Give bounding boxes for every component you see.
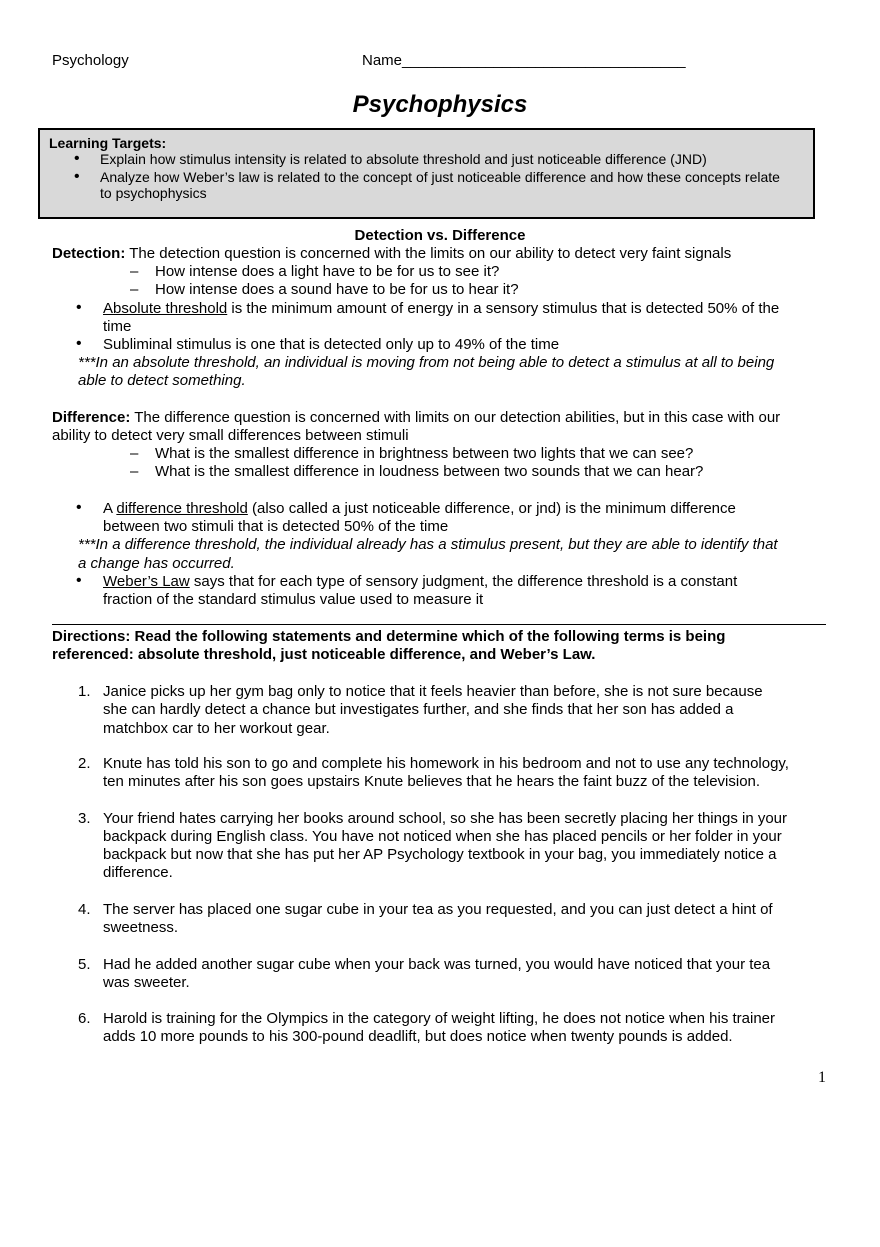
name-label: Name <box>362 52 403 69</box>
question-number: 5. <box>78 956 91 973</box>
question-2-line-2: ten minutes after his son goes upstairs Knute believes that he hears the faint buzz of the television. <box>103 773 761 790</box>
name-blank: __________________________________ <box>402 52 686 69</box>
detection-intro: Detection: The detection question is concerned with the limits on our ability to detect very faint signals <box>52 245 732 262</box>
question-4-line-1: The server has placed one sugar cube in your tea as you requested, and you can just detect a hint of <box>103 901 773 918</box>
difference-note-line-2: a change has occurred. <box>78 555 235 572</box>
question-1-line-3: matchbox car to her workout gear. <box>103 720 330 737</box>
dash-icon: – <box>130 463 139 480</box>
target-item-1: Explain how stimulus intensity is related to absolute threshold and just noticeable difference (JND) <box>100 151 707 167</box>
bullet-icon: • <box>76 335 82 352</box>
question-5-line-2: was sweeter. <box>103 974 190 991</box>
section-title: Detection vs. Difference <box>354 227 526 244</box>
question-6-line-2: adds 10 more pounds to his 300-pound deadlift, but does notice when twenty pounds is added. <box>103 1028 733 1045</box>
webers-law-def: Weber’s Law says that for each type of sensory judgment, the difference threshold is a constant <box>103 573 738 590</box>
directions-line-2: referenced: absolute threshold, just noticeable difference, and Weber’s Law. <box>52 646 596 663</box>
bullet-icon: • <box>76 299 82 316</box>
question-number: 3. <box>78 810 91 827</box>
subliminal-def: Subliminal stimulus is one that is detected only up to 49% of the time <box>103 336 560 353</box>
difference-intro-cont: ability to detect very small differences between stimuli <box>52 427 409 444</box>
webers-law-def-cont: fraction of the standard stimulus value used to measure it <box>103 591 484 608</box>
difference-note-line-1: ***In a difference threshold, the individual already has a stimulus present, but they are able to identify that <box>78 536 778 553</box>
difference-question-1: What is the smallest difference in brightness between two lights that we can see? <box>155 445 694 462</box>
absolute-threshold-def-cont: time <box>103 318 132 335</box>
directions-line-1: Directions: Read the following statements and determine which of the following terms is being <box>52 628 726 645</box>
page-title: Psychophysics <box>352 91 528 118</box>
detection-question-2: How intense does a sound have to be for us to hear it? <box>155 281 519 298</box>
question-5-line-1: Had he added another sugar cube when your back was turned, you would have noticed that your tea <box>103 956 771 973</box>
bullet-icon: • <box>76 572 82 589</box>
detection-question-1: How intense does a light have to be for us to see it? <box>155 263 500 280</box>
difference-question-2: What is the smallest difference in loudness between two sounds that we can hear? <box>155 463 704 480</box>
page-number: 1 <box>818 1069 826 1086</box>
question-number: 6. <box>78 1010 91 1027</box>
learning-targets-heading: Learning Targets: <box>49 135 167 151</box>
difference-threshold-def: A difference threshold (also called a just noticeable difference, or jnd) is the minimum difference <box>103 500 736 517</box>
question-1-line-2: she can hardly detect a chance but investigates further, and she finds that her son has added a <box>103 701 734 718</box>
absolute-threshold-term: Absolute threshold <box>103 300 228 317</box>
name-field <box>362 52 686 69</box>
question-3-line-4: difference. <box>103 864 173 881</box>
detection-label: Detection: <box>52 245 126 262</box>
question-6-line-1: Harold is training for the Olympics in the category of weight lifting, he does not notice when his trainer <box>103 1010 776 1027</box>
absolute-threshold-def: Absolute threshold is the minimum amount of energy in a sensory stimulus that is detected 50% of the <box>103 300 780 317</box>
question-4-line-2: sweetness. <box>103 919 179 936</box>
difference-label: Difference: <box>52 409 131 426</box>
dash-icon: – <box>130 281 139 298</box>
dash-icon: – <box>130 263 139 280</box>
question-2-line-1: Knute has told his son to go and complete his homework in his bedroom and not to use any technology, <box>103 755 789 772</box>
question-1-line-1: Janice picks up her gym bag only to notice that it feels heavier than before, she is not sure because <box>103 683 763 700</box>
difference-threshold-def-cont: between two stimuli that is detected 50% of the time <box>103 518 449 535</box>
target-item-2-line-2: to psychophysics <box>100 185 207 201</box>
question-number: 4. <box>78 901 91 918</box>
absolute-note-line-1: ***In an absolute threshold, an individual is moving from not being able to detect a stimulus at all to being <box>78 354 775 371</box>
difference-intro: Difference: The difference question is concerned with limits on our detection abilities, but in this case with our <box>52 409 781 426</box>
dash-icon: – <box>130 445 139 462</box>
question-3-line-1: Your friend hates carrying her books around school, so she has been secretly placing her things in your <box>103 810 788 827</box>
question-number: 1. <box>78 683 91 700</box>
question-3-line-3: backpack but now that she has put her AP Psychology textbook in your bag, you immediately notice a <box>103 846 777 863</box>
bullet-icon: • <box>74 168 80 185</box>
webers-law-term: Weber’s Law <box>103 573 190 590</box>
bullet-icon: • <box>76 499 82 516</box>
question-3-line-2: backpack during English class. You have not noticed when she has placed pencils or her folder in your <box>103 828 782 845</box>
question-number: 2. <box>78 755 91 772</box>
difference-threshold-term: difference threshold <box>116 500 248 517</box>
absolute-note-line-2: able to detect something. <box>78 372 246 389</box>
subject-label: Psychology <box>52 52 129 69</box>
target-item-2-line-1: Analyze how Weber’s law is related to the concept of just noticeable difference and how these concepts relate <box>100 169 780 185</box>
bullet-icon: • <box>74 150 80 167</box>
section-divider <box>52 624 826 625</box>
